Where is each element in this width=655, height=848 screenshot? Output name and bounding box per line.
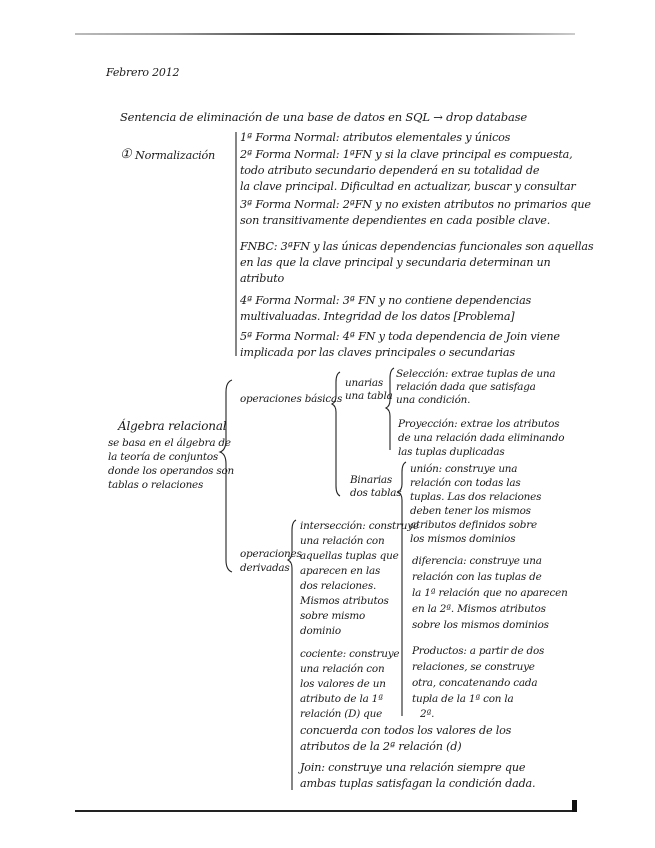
join-text: Join: construye una relación siempre que: [300, 761, 526, 774]
nf-line: todo atributo secundario dependerá en su totalidad de: [240, 164, 540, 177]
nf-line: son transitivamente dependientes en cada posible clave.: [240, 214, 551, 227]
scan-mark: [572, 800, 577, 812]
cociente-text: los valores de un: [300, 678, 386, 690]
cociente-cont-text: concuerda con todos los valores de los: [300, 724, 512, 737]
cociente-text: cociente: construye: [300, 648, 400, 660]
union-text: atributos definidos sobre: [410, 519, 537, 531]
cociente-cont-text: atributos de la 2ª relación (d): [300, 740, 462, 753]
bullet-icon: ①: [120, 147, 132, 162]
union-text: tuplas. Las dos relaciones: [410, 491, 542, 503]
algebra-title: Álgebra relacional: [118, 419, 227, 433]
nf-line: 4ª Forma Normal: 3ª FN y no contiene dependencias: [240, 294, 532, 307]
binary-brace: [398, 462, 406, 716]
nf-line: 5ª Forma Normal: 4ª FN y toda dependencia de Join viene: [240, 330, 560, 343]
productos-text: tupla de la 1ª con la: [412, 693, 514, 705]
normalization-label: Normalización: [135, 149, 216, 162]
interseccion-text: intersección: construye: [300, 520, 419, 532]
seleccion-text: relación dada que satisfaga: [396, 381, 536, 393]
derived-ops-label: operaciones: [240, 548, 302, 560]
unary-label: unarias: [345, 377, 383, 389]
cociente-text: atributo de la 1ª: [300, 693, 383, 705]
cociente-text: una relación con: [300, 663, 385, 675]
union-text: unión: construye una: [410, 463, 518, 475]
interseccion-text: aquellas tuplas que: [300, 550, 399, 562]
diferencia-text: la 1ª relación que no aparecen: [412, 587, 568, 599]
algebra-brace: [220, 380, 232, 572]
nf-line: 1ª Forma Normal: atributos elementales y únicos: [240, 131, 511, 144]
interseccion-text: Mismos atributos: [300, 595, 389, 607]
nf-line: implicada por las claves principales o secundarias: [240, 346, 515, 359]
basic-ops-label: operaciones básicas: [240, 393, 343, 405]
algebra-desc: donde los operandos son: [108, 465, 235, 477]
nf-line: FNBC: 3ªFN y las únicas dependencias funcionales son aquellas: [240, 240, 594, 253]
interseccion-text: dos relaciones.: [300, 580, 377, 592]
binary-label: Binarias: [350, 474, 393, 486]
interseccion-text: sobre mismo: [300, 610, 366, 622]
algebra-desc: la teoría de conjuntos: [108, 451, 219, 463]
union-text: relación con todas las: [410, 477, 521, 489]
nf-line: atributo: [240, 272, 285, 285]
sql-sentence: Sentencia de eliminación de una base de datos en SQL → drop database: [120, 110, 527, 124]
productos-text: relaciones, se construye: [412, 661, 535, 673]
nf-line: en las que la clave principal y secundaria determinan un: [240, 256, 551, 269]
proyeccion-text: de una relación dada eliminando: [398, 432, 565, 444]
diferencia-text: diferencia: construye una: [412, 555, 542, 567]
nf-line: 2ª Forma Normal: 1ªFN y si la clave principal es compuesta,: [240, 148, 573, 161]
interseccion-text: aparecen en las: [300, 565, 381, 577]
derived-ops-label: derivadas: [240, 562, 290, 574]
nf-line: 3ª Forma Normal: 2ªFN y no existen atributos no primarios que: [240, 198, 591, 211]
union-text: deben tener los mismos: [410, 505, 531, 517]
join-text: ambas tuplas satisfagan la condición dada.: [300, 777, 536, 790]
binary-label: dos tablas: [350, 487, 402, 499]
nf-line: multivaluadas. Integridad de los datos [Problema]: [240, 310, 515, 323]
derived-brace: [288, 520, 296, 790]
algebra-desc: tablas o relaciones: [108, 479, 204, 491]
unary-label: una tabla: [345, 390, 393, 402]
basic-brace: [332, 372, 340, 496]
cociente-text: relación (D) que: [300, 708, 383, 720]
productos-text: otra, concatenando cada: [412, 677, 538, 689]
proyeccion-text: Proyección: extrae los atributos: [398, 418, 560, 430]
diferencia-text: en la 2ª. Mismos atributos: [412, 603, 546, 615]
productos-text: Productos: a partir de dos: [412, 645, 545, 657]
bottom-rule: [75, 810, 575, 812]
interseccion-text: dominio: [300, 625, 341, 637]
diferencia-text: relación con las tuplas de: [412, 571, 542, 583]
diferencia-text: sobre los mismos dominios: [412, 619, 549, 631]
union-text: los mismos dominios: [410, 533, 516, 545]
productos-text: 2ª.: [420, 708, 435, 720]
seleccion-text: una condición.: [396, 394, 471, 406]
proyeccion-text: las tuplas duplicadas: [398, 446, 505, 458]
unary-brace: [386, 368, 394, 450]
interseccion-text: una relación con: [300, 535, 385, 547]
nf-line: la clave principal. Dificultad en actualizar, buscar y consultar: [240, 180, 576, 193]
date-heading: Febrero 2012: [106, 66, 180, 79]
seleccion-text: Selección: extrae tuplas de una: [396, 368, 556, 380]
algebra-desc: se basa en el álgebra de: [108, 437, 231, 449]
